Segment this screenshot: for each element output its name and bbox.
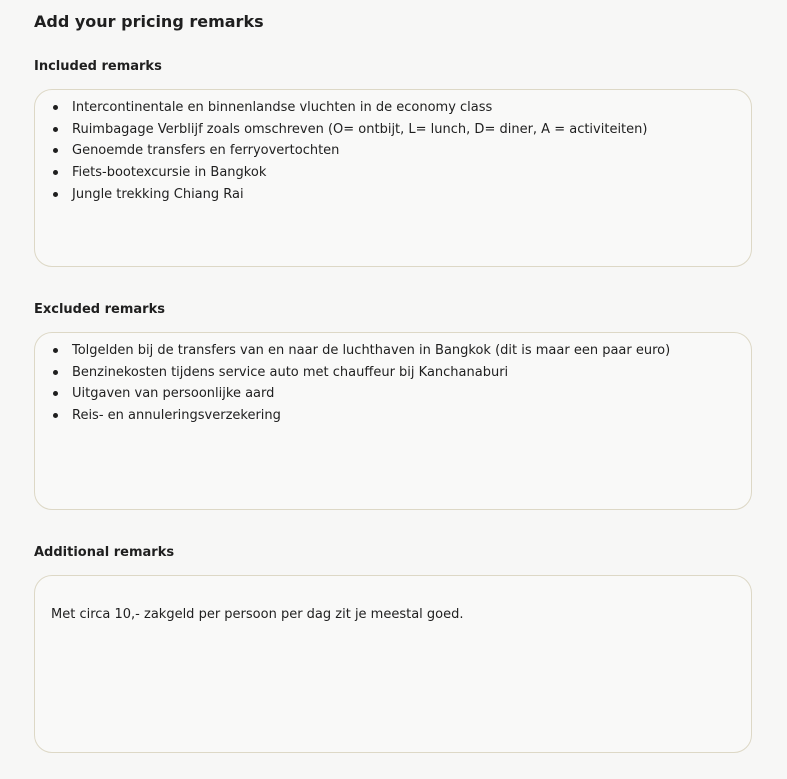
excluded-remarks-editor[interactable] [34, 332, 752, 510]
list-item: Fiets-bootexcursie in Bangkok [52, 162, 751, 184]
list-item: Benzinekosten tijdens service auto met chauffeur bij Kanchanaburi [52, 362, 751, 384]
list-item: Reis- en annuleringsverzekering [52, 405, 751, 427]
included-remarks-list [35, 90, 751, 206]
list-item: Intercontinentale en binnenlandse vluchten in de economy class [52, 97, 751, 119]
additional-remarks-label: Additional remarks [34, 545, 175, 560]
list-item: Genoemde transfers en ferryovertochten [52, 140, 751, 162]
list-item: Uitgaven van persoonlijke aard [52, 383, 751, 405]
additional-remarks-text: Met circa 10,- zakgeld per persoon per dag zit je meestal goed. [51, 607, 464, 622]
page-title: Add your pricing remarks [34, 12, 264, 31]
additional-remarks-editor[interactable] [34, 575, 752, 753]
included-remarks-editor[interactable] [34, 89, 752, 267]
excluded-remarks-label: Excluded remarks [34, 302, 165, 317]
list-item: Jungle trekking Chiang Rai [52, 184, 751, 206]
list-item: Ruimbagage Verblijf zoals omschreven (O= ontbijt, L= lunch, D= diner, A = activiteiten) [52, 119, 751, 141]
excluded-remarks-list [35, 333, 751, 427]
included-remarks-label: Included remarks [34, 59, 162, 74]
list-item: Tolgelden bij de transfers van en naar de luchthaven in Bangkok (dit is maar een paar euro) [52, 340, 751, 362]
